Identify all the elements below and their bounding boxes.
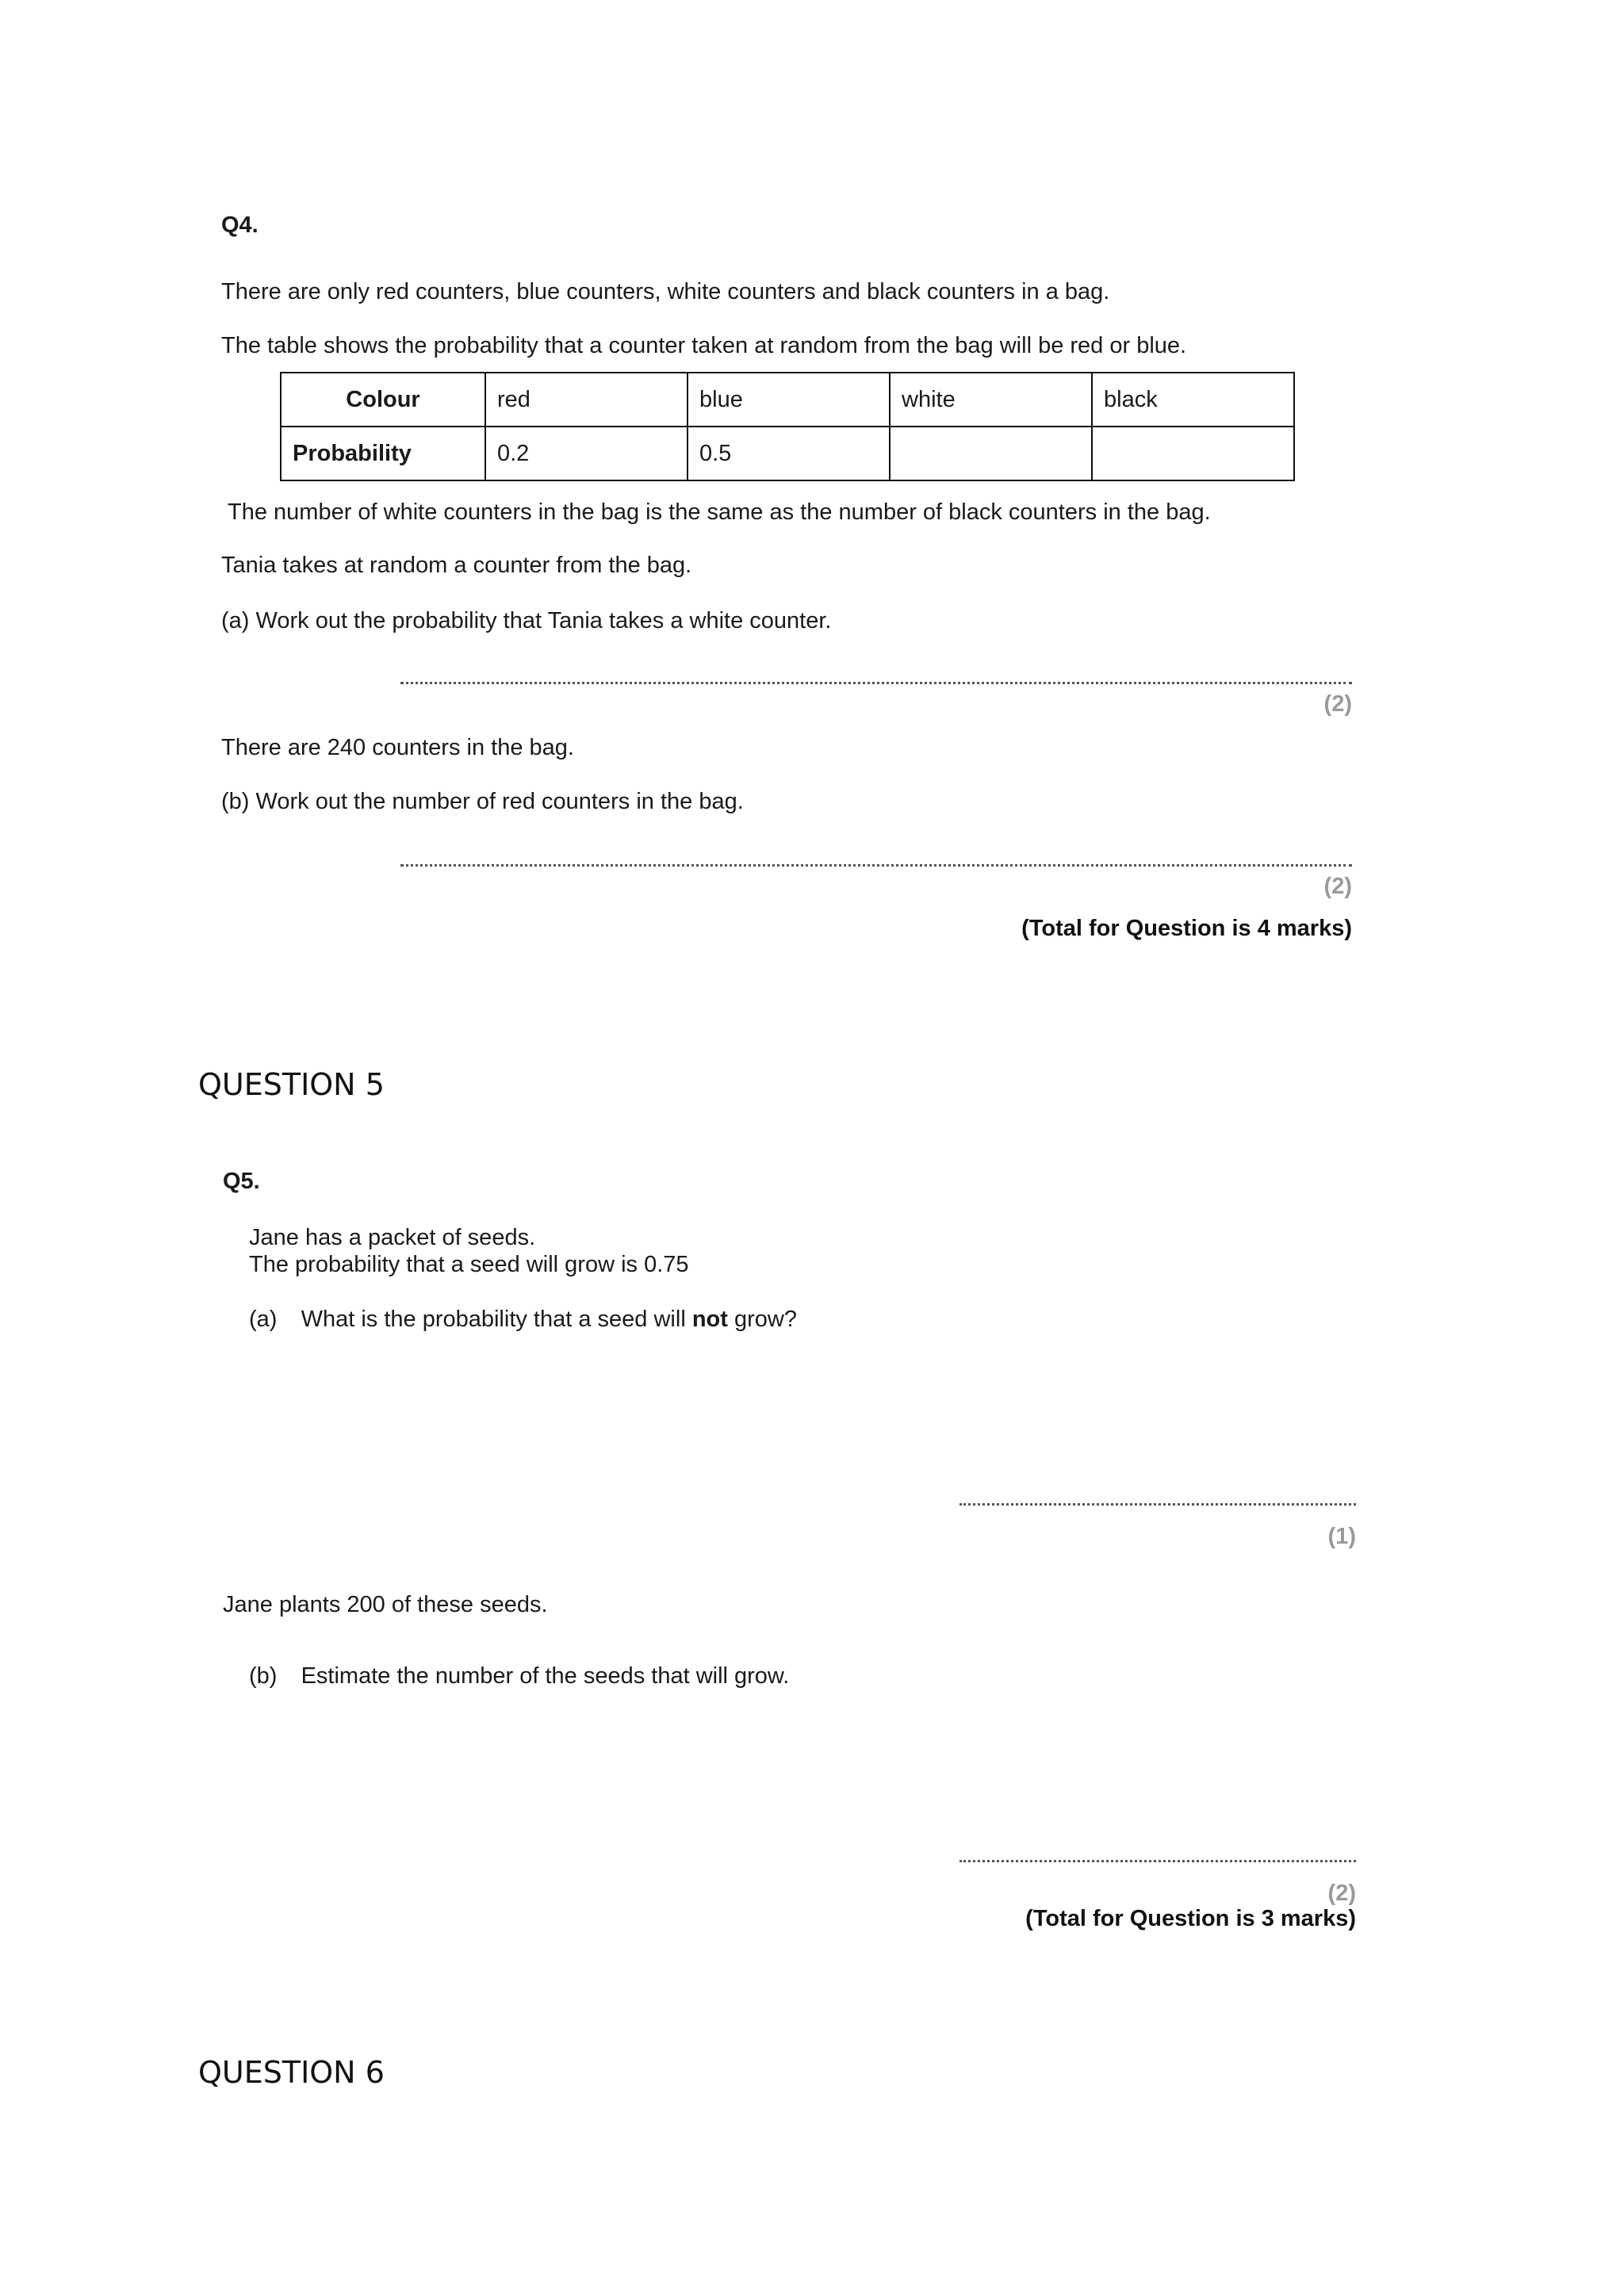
table-header-row (281, 373, 1294, 427)
part-text: What is the probability that a seed will (301, 1307, 692, 1332)
table-cell: black (1092, 373, 1294, 427)
table-row (281, 427, 1294, 480)
question-part-a (249, 1305, 797, 1334)
table-cell: white (890, 373, 1092, 427)
answer-cell-black[interactable] (1092, 427, 1294, 480)
answer-line[interactable] (959, 1860, 1356, 1862)
answer-line[interactable] (400, 682, 1352, 684)
question-text: Jane has a packet of seeds. (249, 1225, 536, 1250)
marks-label: (2) (1323, 874, 1352, 899)
answer-line[interactable] (400, 864, 1352, 867)
question-text: There are 240 counters in the bag. (221, 735, 574, 760)
section-heading: QUESTION 6 (198, 2055, 385, 2090)
question-part-b: (b) Work out the number of red counters in the bag. (221, 789, 744, 814)
question-text: Jane plants 200 of these seeds. (223, 1592, 548, 1617)
answer-line[interactable] (959, 1503, 1356, 1506)
marks-label: (1) (1327, 1524, 1356, 1549)
part-label: (a) (249, 1307, 278, 1332)
answer-cell-white[interactable] (890, 427, 1092, 480)
question-text: The probability that a seed will grow is 0.75 (249, 1252, 689, 1277)
section-heading: QUESTION 5 (198, 1067, 385, 1102)
question-text: Tania takes at random a counter from the bag. (221, 553, 692, 578)
question-text: There are only red counters, blue counters, white counters and black counters in a bag. (221, 279, 1110, 304)
question-label: Q5. (223, 1169, 260, 1194)
marks-label: (2) (1323, 691, 1352, 717)
total-marks: (Total for Question is 4 marks) (1021, 916, 1352, 941)
total-marks: (Total for Question is 3 marks) (1025, 1906, 1356, 1931)
question-label: Q4. (221, 212, 259, 238)
table-cell: 0.2 (485, 427, 688, 480)
part-text: grow? (727, 1307, 797, 1332)
question-part-b (249, 1662, 789, 1690)
question-text: The table shows the probability that a counter taken at random from the bag will be red or blue. (221, 333, 1187, 358)
table-cell: red (485, 373, 688, 427)
probability-table (280, 372, 1295, 481)
table-cell: 0.5 (688, 427, 890, 480)
part-text: Estimate the number of the seeds that will grow. (301, 1663, 790, 1689)
table-cell: Colour (281, 373, 485, 427)
table-cell: blue (688, 373, 890, 427)
part-label: (b) (249, 1663, 278, 1689)
question-part-a: (a) Work out the probability that Tania takes a white counter. (221, 608, 832, 633)
question-text: The number of white counters in the bag is the same as the number of black counters in the bag. (228, 499, 1211, 525)
emphasis-text: not (691, 1307, 728, 1332)
marks-label: (2) (1327, 1881, 1356, 1906)
table-cell: Probability (281, 427, 485, 480)
